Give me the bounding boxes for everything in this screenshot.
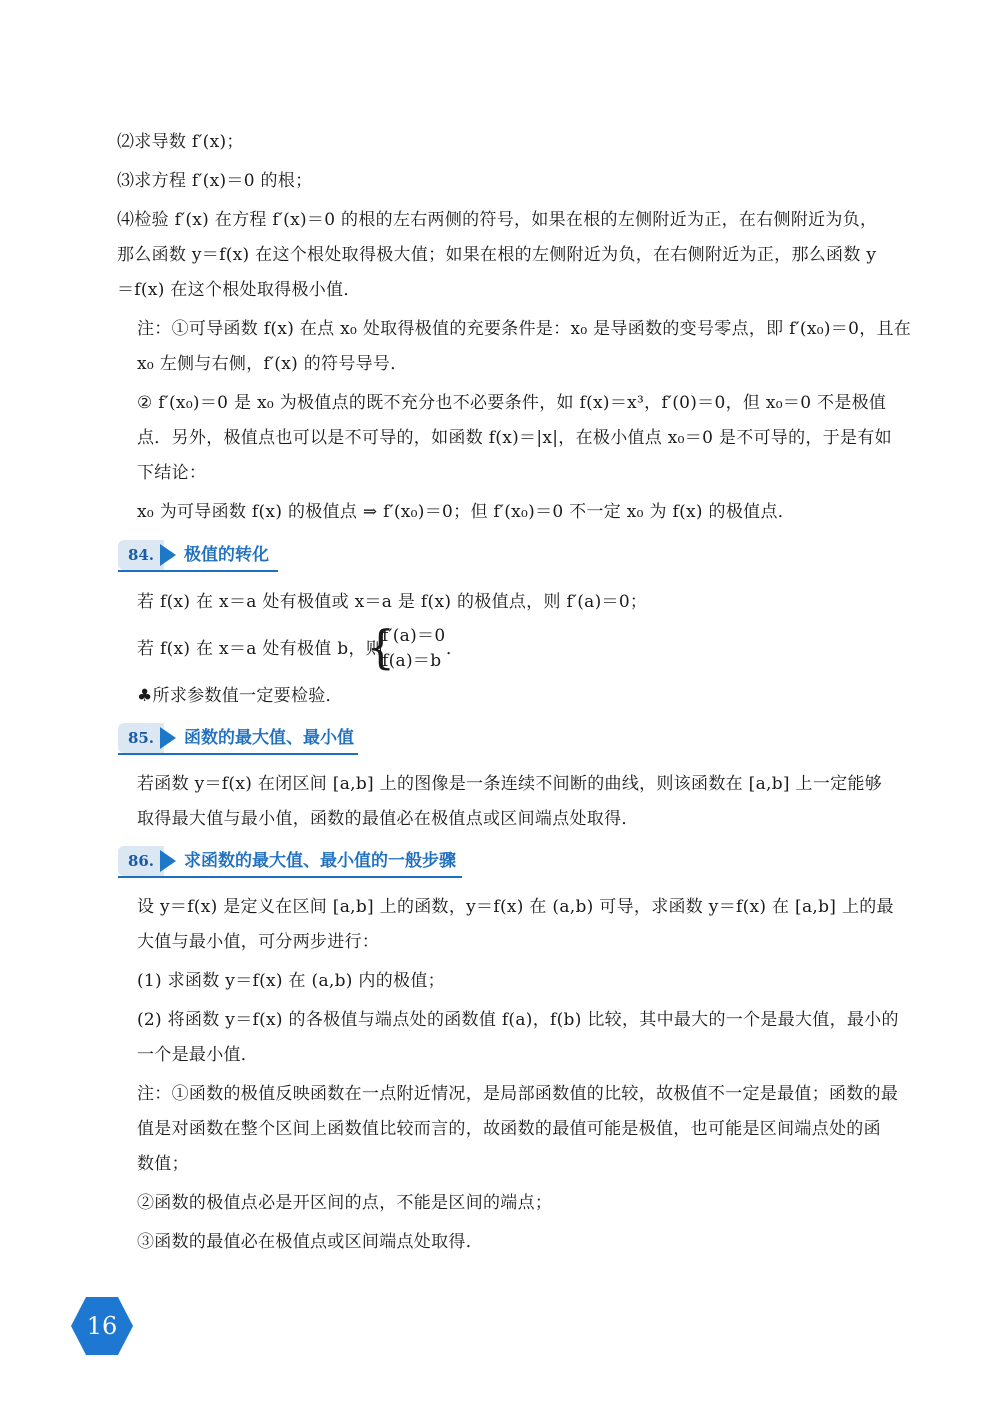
note-1-line2: x₀ 左侧与右侧，f′(x) 的符号导号． bbox=[137, 354, 408, 374]
s86-step1: (1) 求函数 y＝f(x) 在 (a,b) 内的极值； bbox=[137, 971, 445, 991]
s86-line2: 大值与最小值，可分两步进行： bbox=[137, 932, 380, 952]
s85-line2: 取得最大值与最小值，函数的最值必在极值点或区间端点处取得． bbox=[137, 809, 639, 829]
s84-system-bottom: f(a)＝b bbox=[382, 651, 442, 671]
step-4-line1: ⑷检验 f′(x) 在方程 f′(x)＝0 的根的左右两侧的符号，如果在根的左侧附近为正，在右侧附近为负， bbox=[117, 210, 878, 230]
section-84-header bbox=[118, 540, 278, 570]
section-underline bbox=[118, 570, 278, 572]
s85-line1: 若函数 y＝f(x) 在闭区间 [a,b] 上的图像是一条连续不间断的曲线，则该函数在 [a,b] 上一定能够 bbox=[137, 774, 883, 794]
arrow-right-icon bbox=[160, 850, 176, 872]
section-title: 函数的最大值、最小值 bbox=[184, 728, 354, 748]
step-4-line3: ＝f(x) 在这个根处取得极小值． bbox=[117, 280, 361, 300]
step-3: ⑶求方程 f′(x)＝0 的根； bbox=[117, 171, 313, 191]
section-86-header bbox=[118, 846, 462, 876]
s86-note3: ③函数的最值必在极值点或区间端点处取得． bbox=[137, 1232, 483, 1252]
page-number: 16 bbox=[86, 1312, 118, 1340]
s84-line1: 若 f(x) 在 x＝a 处有极值或 x＝a 是 f(x) 的极值点，则 f′(a)＝0； bbox=[137, 592, 648, 612]
s84-system-top: f′(a)＝0 bbox=[382, 626, 446, 646]
s86-note1-line3: 数值； bbox=[137, 1154, 189, 1174]
section-85-header bbox=[118, 723, 358, 753]
arrow-right-icon bbox=[160, 544, 176, 566]
s86-step2-line1: (2) 将函数 y＝f(x) 的各极值与端点处的函数值 f(a)，f(b) 比较，其中最大的一个是最大值，最小的 bbox=[137, 1010, 899, 1030]
note-2-line3: 下结论： bbox=[137, 463, 207, 483]
section-number: 85. bbox=[118, 723, 164, 753]
s84-line2-prefix: 若 f(x) 在 x＝a 处有极值 b，则 bbox=[137, 639, 384, 659]
section-title: 求函数的最大值、最小值的一般步骤 bbox=[184, 851, 456, 871]
note-2-line2: 点．另外，极值点也可以是不可导的，如函数 f(x)＝|x|，在极小值点 x₀＝0 是不可导的，于是有如 bbox=[137, 428, 892, 448]
arrow-right-icon bbox=[160, 727, 176, 749]
section-number: 84. bbox=[118, 540, 164, 570]
s86-note1-line2: 值是对函数在整个区间上函数值比较而言的，故函数的最值可能是极值，也可能是区间端点处的函 bbox=[137, 1119, 881, 1139]
step-2: ⑵求导数 f′(x)； bbox=[117, 132, 244, 152]
conclusion-line: x₀ 为可导函数 f(x) 的极值点 ⇒ f′(x₀)＝0；但 f′(x₀)＝0 不一定 x₀ 为 f(x) 的极值点． bbox=[137, 502, 796, 522]
section-underline bbox=[118, 876, 462, 878]
s84-note: ♣所求参数值一定要检验． bbox=[137, 686, 343, 706]
step-4-line2: 那么函数 y＝f(x) 在这个根处取得极大值；如果在根的左侧附近为负，在右侧附近为正，那么函数 y bbox=[117, 245, 877, 265]
note-1-line1: 注：①可导函数 f(x) 在点 x₀ 处取得极值的充要条件是：x₀ 是导函数的变号零点，即 f′(x₀)＝0，且在 bbox=[137, 319, 912, 339]
section-underline bbox=[118, 753, 358, 755]
s84-line2-suffix: ． bbox=[446, 639, 464, 659]
s86-note2: ②函数的极值点必是开区间的点，不能是区间的端点； bbox=[137, 1193, 553, 1213]
note-2-line1: ② f′(x₀)＝0 是 x₀ 为极值点的既不充分也不必要条件，如 f(x)＝x³，f′(0)＝0，但 x₀＝0 不是极值 bbox=[137, 393, 887, 413]
section-number: 86. bbox=[118, 846, 164, 876]
s86-step2-line2: 一个是最小值． bbox=[137, 1045, 259, 1065]
section-title: 极值的转化 bbox=[184, 545, 269, 565]
left-brace-icon: { bbox=[366, 620, 396, 674]
s86-line1: 设 y＝f(x) 是定义在区间 [a,b] 上的函数，y＝f(x) 在 (a,b) 可导，求函数 y＝f(x) 在 [a,b] 上的最 bbox=[137, 897, 894, 917]
s86-note1-line1: 注：①函数的极值反映函数在一点附近情况，是局部函数值的比较，故极值不一定是最值；函数的最 bbox=[137, 1084, 899, 1104]
